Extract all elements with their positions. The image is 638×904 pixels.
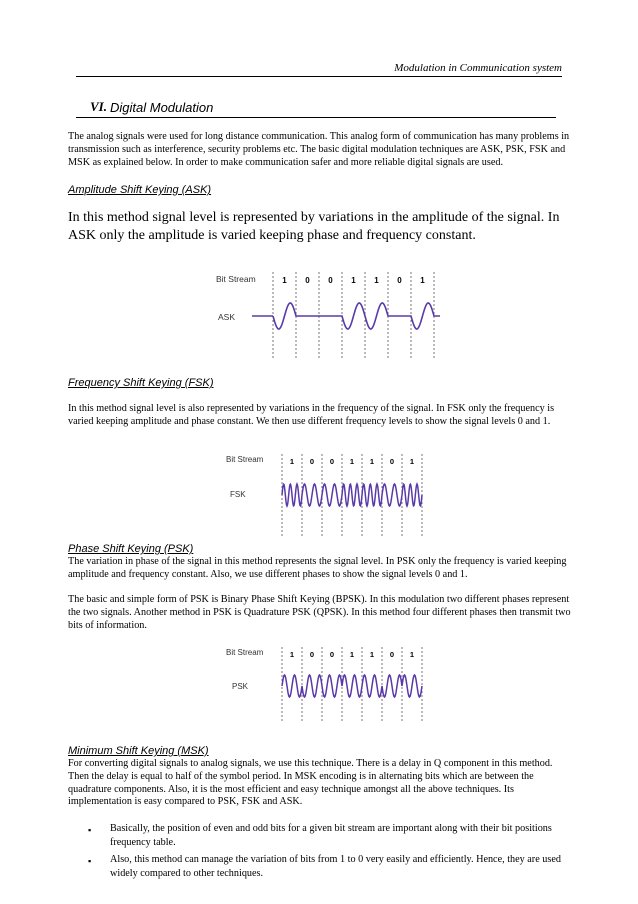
ask-bit-stream-label: Bit Stream bbox=[216, 274, 256, 284]
psk-signal-label: PSK bbox=[232, 682, 249, 691]
fsk-bit-stream-label: Bit Stream bbox=[226, 455, 264, 464]
msk-heading: Minimum Shift Keying (MSK) bbox=[68, 745, 209, 757]
psk-bit-label: 0 bbox=[309, 650, 315, 659]
ask-bit-label: 1 bbox=[420, 276, 425, 285]
section-title: Digital Modulation bbox=[110, 100, 214, 115]
ask-paragraph: In this method signal level is represented by variations in the amplitude of the signal. In ASK only the amplitude is varied keeping phase and frequency constant. bbox=[68, 210, 560, 243]
bullet-marker: ▪ bbox=[88, 856, 92, 866]
psk-bit-stream-label: Bit Stream bbox=[226, 648, 264, 657]
psk-bit-label: 1 bbox=[349, 650, 355, 659]
psk-waveform bbox=[282, 675, 422, 697]
fsk-bit-label: 0 bbox=[389, 457, 395, 466]
header-rule bbox=[76, 76, 562, 77]
ask-waveform bbox=[273, 303, 440, 329]
running-header: Modulation in Communication system bbox=[394, 62, 562, 74]
fsk-paragraph: In this method signal level is also represented by variations in the frequency of the signal. In FSK only the frequency is varied keeping amplitude and phase constant. We then use different frequency levels to show the signal levels 0 and 1. bbox=[68, 403, 555, 427]
fsk-bit-label: 1 bbox=[409, 457, 415, 466]
ask-bit-label: 1 bbox=[374, 276, 379, 285]
fsk-bit-label: 1 bbox=[369, 457, 375, 466]
intro-paragraph: The analog signals were used for long distance communication. This analog form of communication has many problems in transmission such as interference, security problems etc. The basic digital modulation techniques are ASK, PSK, FSK and MSK as explained below. In order to make communication safer and more reliable digital signals are used. bbox=[68, 131, 570, 168]
psk-bit-label: 1 bbox=[289, 650, 295, 659]
section-rule bbox=[76, 117, 556, 118]
ask-bit-label: 1 bbox=[282, 276, 287, 285]
psk-paragraph-1: The variation in phase of the signal in this method represents the signal level. In PSK only the frequency is varied keeping amplitude and frequency constant. Also, we use different phases to show the signal levels 0 and 1. bbox=[68, 556, 567, 580]
ask-bit-label: 0 bbox=[397, 276, 402, 285]
ask-heading: Amplitude Shift Keying (ASK) bbox=[68, 184, 212, 196]
fsk-heading: Frequency Shift Keying (FSK) bbox=[68, 377, 214, 389]
fsk-bit-label: 0 bbox=[309, 457, 315, 466]
bullet-item: Also, this method can manage the variation of bits from 1 to 0 very easily and efficiently. Hence, they are used widely compared to other techniques. bbox=[110, 854, 561, 879]
bullet-item: Basically, the position of even and odd bits for a given bit stream are important along with their bit positions frequency table. bbox=[110, 823, 552, 848]
psk-bit-label: 0 bbox=[389, 650, 395, 659]
ask-bit-label: 0 bbox=[328, 276, 333, 285]
fsk-signal-label: FSK bbox=[230, 490, 246, 499]
ask-bit-label: 1 bbox=[351, 276, 356, 285]
msk-paragraph: For converting digital signals to analog signals, we use this technique. There is a delay in Q component in this method. Then the delay is equal to half of the symbol period. In MSK encoding is in alternating bits which are between the quadrature components. Also, it is the most efficient and easy technique amongst all the above techniques. Its implementation is easy compared to PSK, FSK and ASK. bbox=[68, 758, 553, 808]
psk-paragraph-2: The basic and simple form of PSK is Binary Phase Shift Keying (BPSK). In this modulation two different phases represent the two signals. Another method in PSK is Quadrature PSK (QPSK). In this method four different phases then transmit two bits of information. bbox=[68, 594, 571, 631]
psk-figure bbox=[222, 643, 437, 725]
fsk-figure bbox=[222, 450, 437, 540]
section-number: VI. bbox=[90, 99, 107, 114]
ask-figure bbox=[200, 268, 445, 363]
psk-bit-label: 1 bbox=[369, 650, 375, 659]
fsk-bit-label: 1 bbox=[349, 457, 355, 466]
psk-heading: Phase Shift Keying (PSK) bbox=[68, 543, 194, 555]
fsk-bit-label: 0 bbox=[329, 457, 335, 466]
ask-bit-label: 0 bbox=[305, 276, 310, 285]
fsk-bit-label: 1 bbox=[289, 457, 295, 466]
psk-bit-label: 0 bbox=[329, 650, 335, 659]
bullet-marker: ▪ bbox=[88, 825, 92, 835]
psk-bit-label: 1 bbox=[409, 650, 415, 659]
fsk-waveform bbox=[282, 484, 422, 506]
ask-signal-label: ASK bbox=[218, 312, 236, 322]
